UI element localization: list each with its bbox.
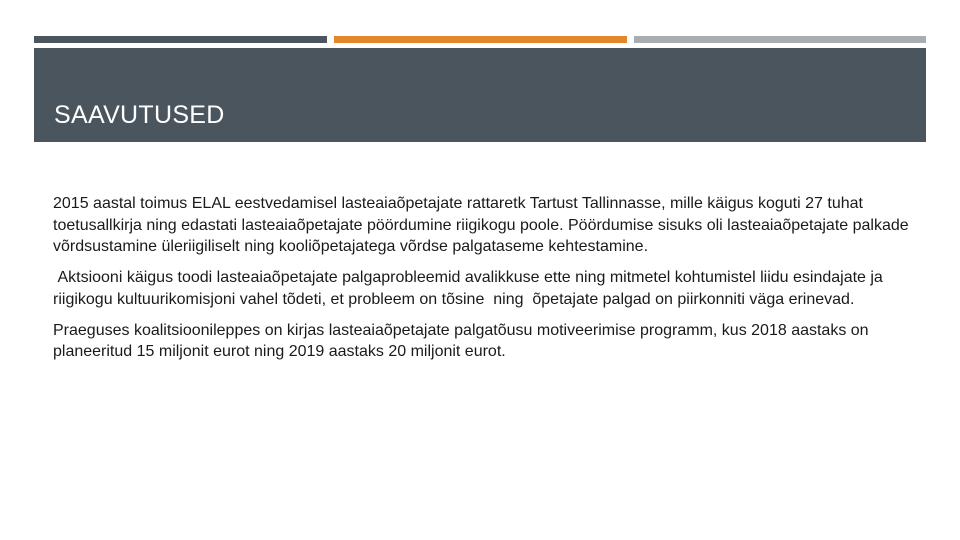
paragraph-3: Praeguses koalitsioonileppes on kirjas lasteaiaõpetajate palgatõusu motiveerimise programm, kus 2018 aastaks on planeeritud 15 miljonit eurot ning 2019 aastaks 20 miljonit eurot. (53, 321, 874, 361)
accent-bar-orange (334, 36, 627, 43)
slide-body (53, 193, 913, 363)
slide-title: SAAVUTUSED (54, 101, 225, 129)
accent-bar-gray (634, 36, 926, 43)
paragraph-1: 2015 aastal toimus ELAL eestvedamisel lasteaiaõpetajate rattaretk Tartust Tallinnasse, mille käigus koguti 27 tuhat toetusallkirja ning edastati lasteaiaõpetajate pöördumine riigikogu poole. Pöördumise sisuks oli lasteaiaõpetajate palkade võrdsustamine üleriigiliselt ning kooliõpetajatega võrdse palgataseme kehtestamine. (53, 195, 914, 256)
title-band (34, 48, 926, 142)
accent-bar-dark (34, 36, 327, 43)
paragraph-2: Aktsiooni käigus toodi lasteaiaõpetajate palgaprobleemid avalikkuse ette ning mitmetel kohtumistel liidu esindajate ja riigikogu kultuurikomisjoni vahel tõdeti, et probleem on tõsine ning õpetajate palgad on piirkonniti väga erinevad. (53, 269, 888, 308)
